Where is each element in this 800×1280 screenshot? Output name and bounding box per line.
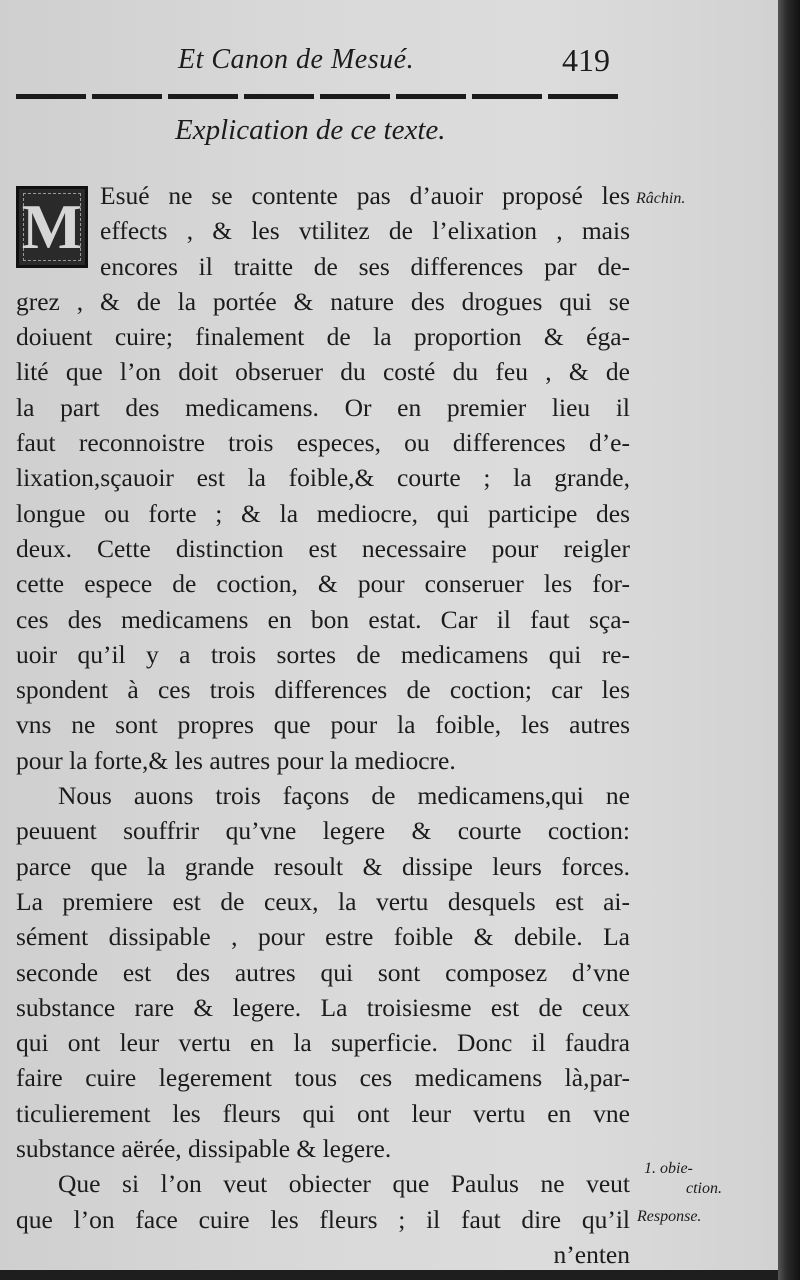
text-line: lité que l’on doit obseruer du costé du feu , & de (16, 357, 630, 387)
text-line: peuuent souffrir qu’vne legere & courte coction: (16, 816, 630, 846)
text-line: que l’on face cuire les fleurs ; il faut dire qu’il (16, 1204, 630, 1234)
text-line: Esué ne se contente pas d’auoir proposé les (100, 181, 630, 210)
text-line: doiuent cuire; finalement de la proportion & éga- (16, 322, 630, 352)
text-line: Que si l’on veut obiecter que Paulus ne veut (58, 1169, 630, 1199)
text-line: ces des medicamens en bon estat. Car il faut sça- (16, 604, 630, 634)
text-line: parce que la grande resoult & dissipe leurs forces. (16, 851, 630, 881)
text-line: ticulierement les fleurs qui ont leur vertu en vne (16, 1098, 630, 1128)
drop-cap-letter: M (21, 191, 83, 262)
text-line: Nous auons trois façons de medicamens,qui ne (58, 781, 630, 811)
text-line: faire cuire legerement tous ces medicamens là,par- (16, 1063, 630, 1093)
text-line: uoir qu’il y a trois sortes de medicamens qui re- (16, 639, 630, 669)
page-header (0, 36, 778, 86)
book-spine-edge (778, 0, 800, 1280)
text-line: la part des medicamens. Or en premier lieu il (16, 392, 630, 422)
text-line: La premiere est de ceux, la vertu desquels est ai- (16, 886, 630, 916)
catchword: n’enten (553, 1239, 630, 1269)
text-line: vns ne sont propres que pour la foible, les autres (16, 710, 630, 740)
text-line: spondent à ces trois differences de coction; car les (16, 675, 630, 705)
text-line: longue ou forte ; & la mediocre, qui participe des (16, 498, 630, 528)
header-rule (16, 94, 622, 99)
text-line: sément dissipable , pour estre foible & debile. La (16, 922, 630, 952)
text-line: effects , & les vtilitez de l’elixation , mais (100, 216, 630, 246)
marginal-note-rachin: Râchin. (636, 190, 686, 207)
text-line: encores il traitte de ses differences par de- (100, 251, 630, 281)
text-line: substance rare & legere. La troisiesme est de ceux (16, 992, 630, 1022)
text-line: seconde est des autres qui sont composez d’vne (16, 957, 630, 987)
text-line: deux. Cette distinction est necessaire pour reigler (16, 533, 630, 563)
section-heading: Explication de ce texte. (175, 114, 446, 146)
text-line: grez , & de la portée & nature des drogues qui se (16, 286, 630, 316)
text-line: cette espece de coction, & pour conseruer les for- (16, 569, 630, 599)
marginal-note-response: Response. (637, 1208, 702, 1225)
text-line: lixation,sçauoir est la foible,& courte ; la grande, (16, 463, 630, 493)
body-text (16, 178, 630, 1270)
running-title: Et Canon de Mesué. (178, 44, 415, 75)
text-line: substance aërée, dissipable & legere. (16, 1134, 392, 1164)
marginal-note-objection: 1. obie- (644, 1160, 693, 1177)
text-line: faut reconnoistre trois especes, ou differences d’e- (16, 428, 630, 458)
page-number: 419 (562, 42, 610, 78)
text-line: qui ont leur vertu en la superficie. Donc il faudra (16, 1028, 630, 1058)
marginal-note-objection-cont: ction. (686, 1180, 722, 1197)
text-line: pour la forte,& les autres pour la mediocre. (16, 745, 456, 775)
